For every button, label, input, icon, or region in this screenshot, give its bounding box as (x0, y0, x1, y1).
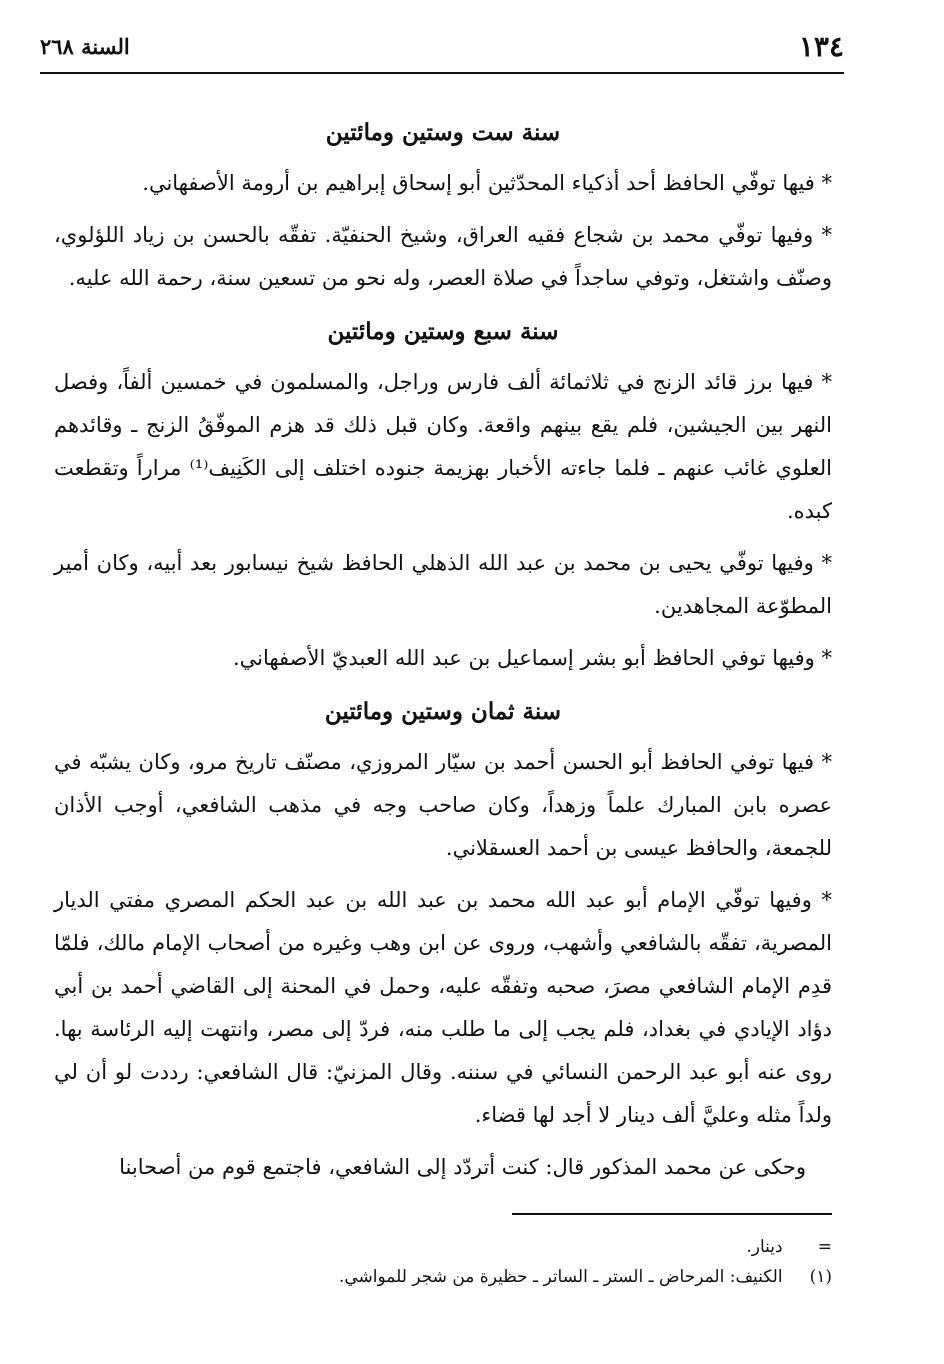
paragraph: * فيها توفّي الحافظ أحد أذكياء المحدّثين أبو إسحاق إبراهيم بن أرومة الأصفهاني. (142, 171, 832, 195)
footnote-rule (512, 1213, 832, 1215)
section-title: سنة ست وستين ومائتين (325, 119, 561, 146)
section-268 (54, 689, 832, 1189)
paragraph: * فيها توفي الحافظ أبو الحسن أحمد بن سيّار المروزي، مصنّف تاريخ مرو، وكان يشبّه في عصره بابن المبارك علماً وزهداً، وكان صاحب وجه في مذهب الشافعي، أوجب الأذان للجمعة، والحافظ عيسى بن أحمد العسقلاني. (54, 750, 832, 860)
footnote-continued (54, 1232, 832, 1262)
continuation-paragraph: وحكى عن محمد المذكور قال: كنت أتردّد إلى الشافعي، فاجتمع قوم من أصحابنا (119, 1155, 806, 1179)
section-title: سنة سبع وستين ومائتين (327, 318, 559, 345)
section-267 (54, 309, 832, 680)
footnote-text: الكنيف: المرحاض ـ الستر ـ الساتر ـ حظيرة من شجر للمواشي. (338, 1267, 783, 1287)
section-title: سنة ثمان وستين ومائتين (324, 698, 562, 725)
footnote-marker: = (817, 1237, 832, 1257)
header-rule (40, 72, 844, 74)
footnotes (54, 1232, 832, 1292)
footnote-1 (54, 1262, 832, 1292)
footnote-marker: (١) (809, 1267, 832, 1287)
year-header: السنة ٢٦٨ (40, 34, 130, 59)
page-number: ١٣٤ (798, 30, 844, 63)
paragraph: * وفيها توفّي محمد بن شجاع فقيه العراق، وشيخ الحنفيّة. تفقّه بالحسن بن زياد اللؤلوي، وصنّف واشتغل، وتوفي ساجداً في صلاة العصر، وله نحو من تسعين سنة، رحمة الله عليه. (54, 223, 832, 290)
paragraph: * وفيها توفّي يحيى بن محمد بن عبد الله الذهلي الحافظ شيخ نيسابور بعد أبيه، وكان أمير المطوّعة المجاهدين. (54, 551, 832, 618)
section-266 (54, 110, 832, 300)
footnote-text: دينار. (746, 1237, 783, 1257)
running-header (40, 30, 844, 70)
paragraph: * فيها برز قائد الزنج في ثلاثمائة ألف فارس وراجل، والمسلمون في خمسين ألفاً، وفصل النهر بين الجيشين، فلم يقع بينهم واقعة. وكان قبل ذلك قد هزم الموفّقُ الزنج ـ وقائدهم العلوي غائب عنهم ـ فلما جاءته الأخبار بهزيمة جنوده اختلف إلى الكَنِيف⁽¹⁾ مراراً وتقطعت كبده. (54, 370, 832, 523)
main-text (54, 110, 832, 1198)
paragraph: * وفيها توفّي الإمام أبو عبد الله محمد بن عبد الله بن عبد الحكم المصري مفتي الديار المصرية، تفقّه بالشافعي وأشهب، وروى عن ابن وهب وغيره من أصحاب الإمام مالك، فلمّا قدِم الإمام الشافعي مصرَ، صحبه وتفقّه عليه، وحمل في المحنة إلى القاضي أحمد بن أبي دؤاد الإيادي في بغداد، فلم يجب إلى ما طلب منه، فردّ إلى مصر، وانتهت إليه الرئاسة بها. روى عنه أبو عبد الرحمن النسائي في سننه. وقال المزنيّ: قال الشافعي: رددت لو أن لي ولداً مثله وعليَّ ألف دينار لا أجد لها قضاء. (54, 888, 832, 1127)
paragraph: * وفيها توفي الحافظ أبو بشر إسماعيل بن عبد الله العبديّ الأصفهاني. (232, 646, 832, 670)
